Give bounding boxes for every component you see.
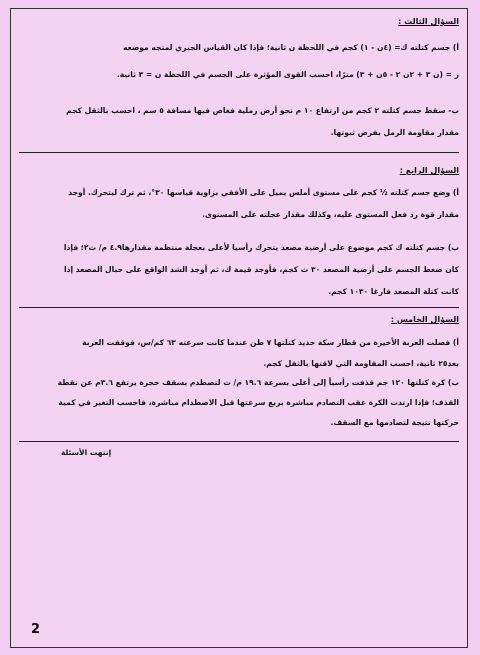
page-number: 2 <box>31 622 41 637</box>
q4-part-b-line2: كان ضغط الجسم على أرضية المصعد ٣٠ ث كجم، فأوجد قيمة ك، ثم أوجد الشد الواقع على حبال المصعد إذا <box>63 265 459 274</box>
q3-part-b-line1: ب- سقط جسم كتلته ٢ كجم من ارتفاع ١٠ م نحو أرض رملية فغاص فيها مسافة ٥ سم ، احسب بالثقل كجم <box>66 106 459 115</box>
q5-part-b-line1: ب) كرة كتلتها ١٢٠ جم قذفت رأسياً إلى أعلى بسرعة ١٩.٦ م/ ث لتصطدم بسقف حجرة يرتفع ٣.٦م عن نقطة <box>57 378 459 387</box>
q5-part-b-line2: القذف؛ فإذا ارتدت الكرة عقب التصادم مباشرة بربع سرعتها قبل الاصطدام مباشرة، فاحسب التغير في كمية <box>58 398 459 407</box>
section-divider <box>19 441 459 442</box>
section-divider <box>19 307 459 308</box>
q5-title: السؤال الخامس : <box>390 315 459 324</box>
q5-part-b-line3: حركتها نتيجة لتصادمها مع السقف. <box>330 418 459 427</box>
q3-part-a-line2: ر = (ن ٣ + ٢ن ٢ - ٥ن + ٣) مترًا، احسب القوى المؤثرة على الجسم في اللحظة ن = ٣ ثانية. <box>116 70 459 79</box>
end-of-questions-note: إنتهت الأسئلة <box>61 448 112 457</box>
q3-part-b-line2: مقدار مقاومة الرمل بفرض ثبوتها. <box>330 128 459 137</box>
section-divider <box>19 152 459 153</box>
q3-part-a-line1: أ) جسم كتلته ك= (٤ن - ١) كجم في اللحظة ن ثانية؛ فإذا كان القياس الجبري لمتجه موضعه <box>123 43 459 52</box>
q4-title: السؤال الرابع : <box>399 166 459 175</box>
q4-part-b-line3: كانت كتلة المصعد فارغا ١٠٣٠ كجم. <box>328 287 459 296</box>
q4-part-a-line2: مقدار قوة رد فعل المستوى عليه، وكذلك مقدار عجلته على المستوى. <box>202 210 459 219</box>
exam-page <box>10 8 468 648</box>
q5-part-a-line2: بعد٢٥ ثانية، احسب المقاومة التي لاقتها بالثقل كجم. <box>263 359 459 368</box>
q5-part-a-line1: أ) فصلت العربة الأخيرة من قطار سكة حديد كتلتها ٧ طن عندما كانت سرعته ٦٣ كم/س، فوقفت العربة <box>82 338 459 347</box>
q3-title: السؤال الثالث : <box>398 17 459 26</box>
q4-part-a-line1: أ) وضع جسم كتلته ½ كجم على مستوى أملس يميل على الأفقي بزاوية قياسها ٣٠°، ثم ترك ليتحرك. أوجد <box>68 188 459 197</box>
q4-part-b-line1: ب) جسم كتلته ك كجم موضوع على أرضية مصعد يتحرك رأسيا لأعلى بعجلة منتظمة مقدارها٤.٩ م/ ث٢؛ فإذا <box>63 243 459 252</box>
